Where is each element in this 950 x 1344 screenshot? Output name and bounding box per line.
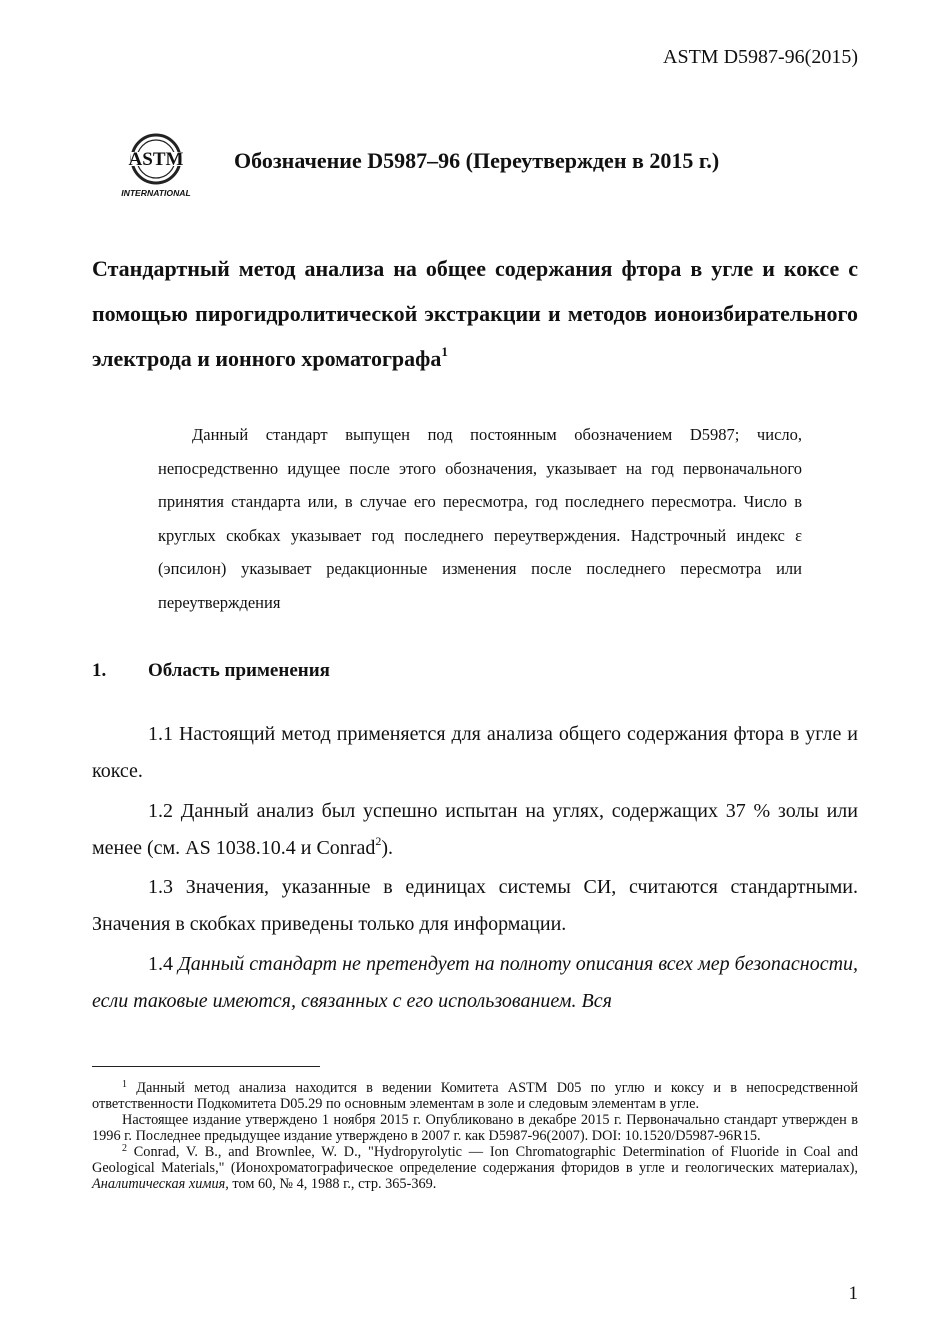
footnote-1 xyxy=(92,1080,858,1112)
document-title-text: Стандартный метод анализа на общее содержания фтора в угле и коксе с помощью пирогидролитической экстракции и методов ионоизбирательного электрода и ионного хроматографа xyxy=(92,256,858,371)
footnote-1-mark: 1 xyxy=(122,1079,127,1090)
section-title: Область применения xyxy=(148,660,330,681)
footnote-2-tail: , том 60, № 4, 1988 г., стр. 365-369. xyxy=(225,1176,437,1192)
designation-heading: Обозначение D5987–96 (Переутвержден в 2015 г.) xyxy=(234,148,720,173)
document-title xyxy=(92,246,858,381)
paragraph-1-4-number: 1.4 xyxy=(148,953,173,975)
logo-wordmark: ASTM xyxy=(128,149,184,170)
designation-notice: Данный стандарт выпущен под постоянным обозначением D5987; число, непосредственно идущее после этого обозначения, указывает на год первоначального принятия стандарта или, в случае его пересмотра, год последнего пересмотра. Число в круглых скобках указывает год последнего переутверждения. Надстрочный индекс ε (эпсилон) указывает редакционные изменения после последнего пересмотра или переутверждения xyxy=(158,425,802,612)
footnote-1-text: Данный метод анализа находится в ведении Комитета ASTM D05 по углю и коксу и в непосредственной ответственности Подкомитета D05.29 по основным элементам в золе и следовым элементам в угле. xyxy=(92,1080,859,1112)
paragraph-1-2 xyxy=(92,793,858,867)
title-footnote-mark: 1 xyxy=(441,344,448,359)
paragraph-1-2-end: ). xyxy=(381,837,394,859)
astm-international-logo-icon xyxy=(114,130,198,198)
footnote-divider xyxy=(92,1066,320,1067)
logo-subtitle: INTERNATIONAL xyxy=(121,188,191,198)
footnote-1-edition: Настоящее издание утверждено 1 ноября 2015 г. Опубликовано в декабре 2015 г. Первоначально стандарт утвержден в 1996 г. Последнее предыдущее издание утверждено в 2007 г. как D5987-96(2007). DOI: 10.1520/D5987-96R15. xyxy=(92,1112,858,1144)
section-heading xyxy=(92,660,330,682)
footnotes xyxy=(92,1080,858,1192)
paragraph-1-4 xyxy=(92,946,858,1020)
document-id: ASTM D5987-96(2015) xyxy=(663,46,858,68)
footnote-2-text: Conrad, V. B., and Brownlee, W. D., "Hydropyrolytic — Ion Chromatographic Determination of Fluoride in Coal and Geological Materials," (Ионохроматографическое определение содержания фторидов в угле и геологических материалах), xyxy=(92,1144,858,1176)
footnote-2 xyxy=(92,1144,858,1192)
section-number: 1. xyxy=(92,660,107,681)
footnote-2-mark: 2 xyxy=(122,1143,127,1154)
paragraph-1-4-text: Данный стандарт не претендует на полноту описания всех мер безопасности, если таковые имеются, связанных с его использованием. Вся xyxy=(92,953,859,1012)
paragraph-1-2-text: 1.2 Данный анализ был успешно испытан на углях, содержащих 37 % золы или менее (см. AS 1038.10.4 и Conrad xyxy=(92,800,858,859)
footnote-2-journal: Аналитическая химия xyxy=(92,1176,226,1192)
conrad-footnote-ref: 2 xyxy=(375,834,382,848)
paragraph-1-1: 1.1 Настоящий метод применяется для анализа общего содержания фтора в угле и коксе. xyxy=(92,723,858,782)
paragraph-1-3: 1.3 Значения, указанные в единицах системы СИ, считаются стандартными. Значения в скобках приведены только для информации. xyxy=(92,876,858,935)
page-number: 1 xyxy=(848,1283,858,1304)
